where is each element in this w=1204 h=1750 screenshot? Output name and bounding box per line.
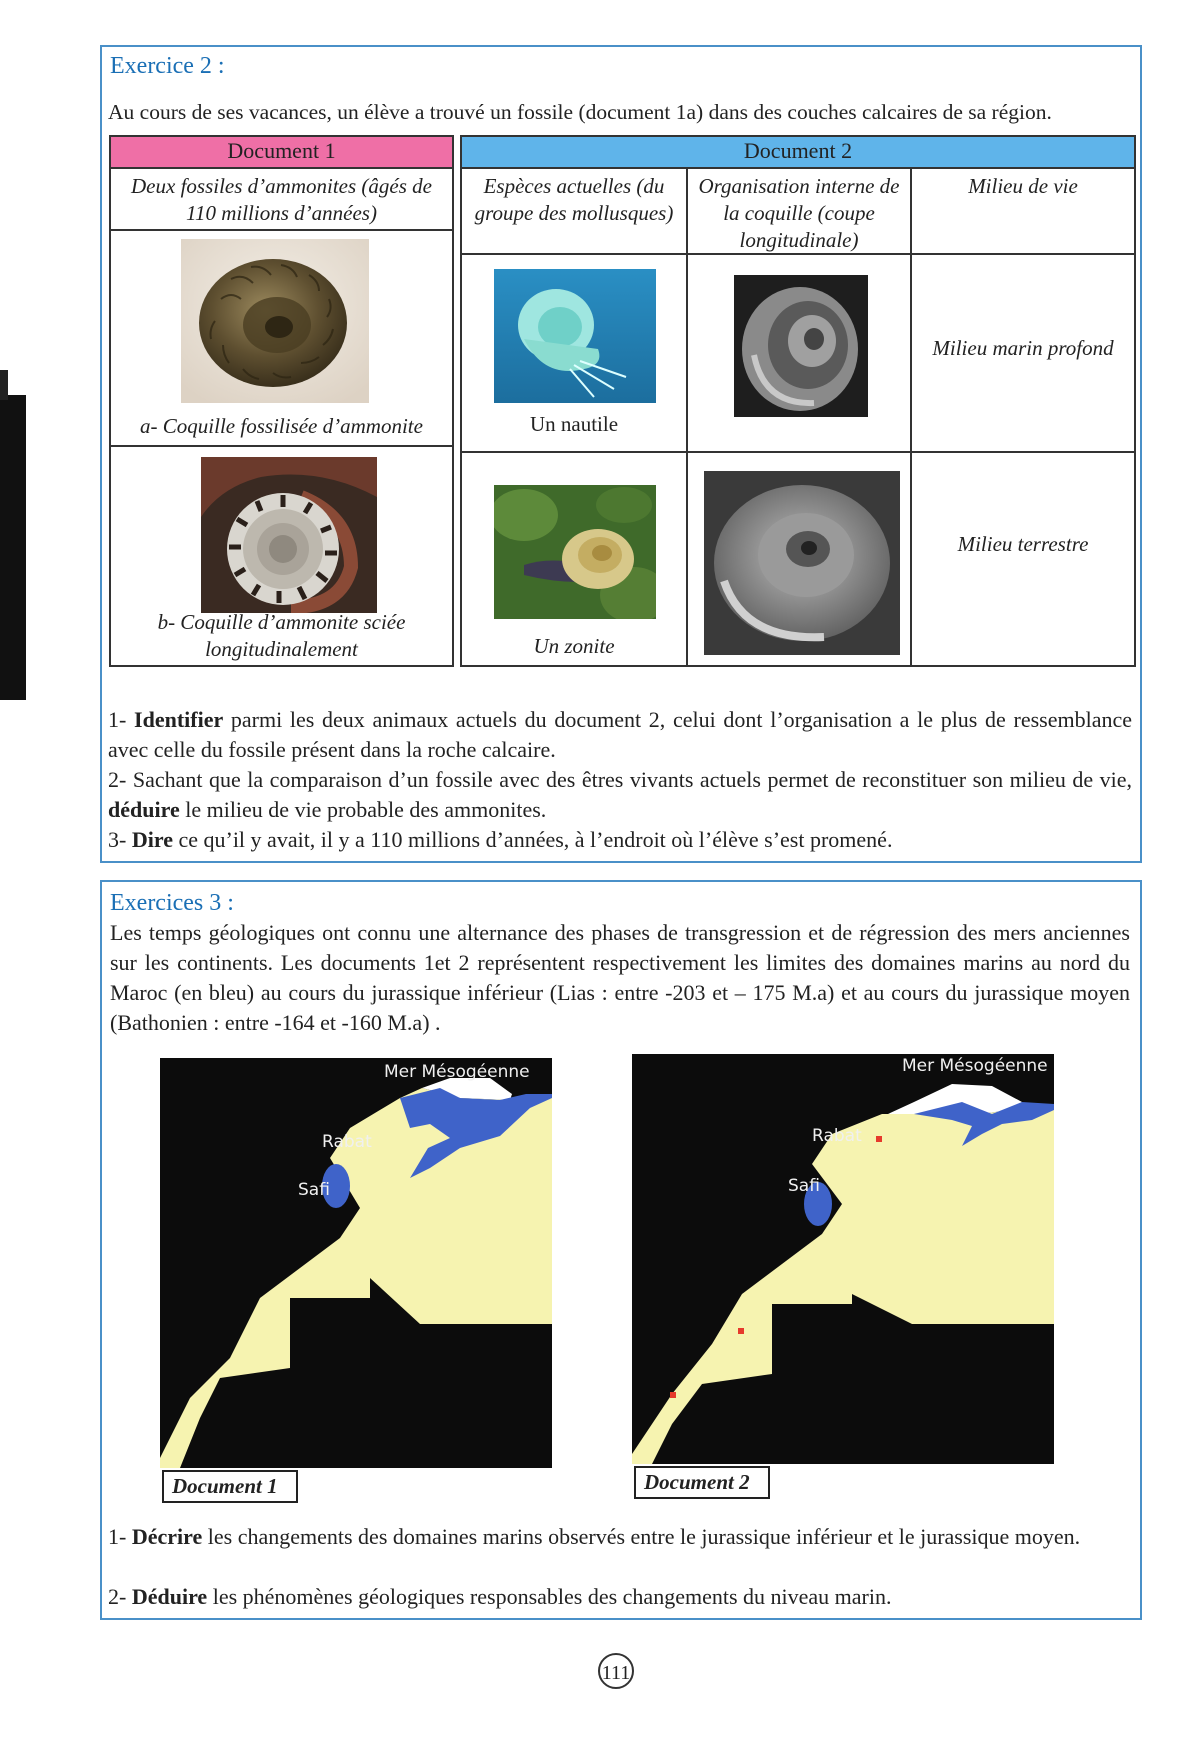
exercise-2-frame (100, 45, 1142, 863)
map2-document-label: Document 2 (634, 1466, 770, 1499)
map1-safi-label: Safi (298, 1180, 330, 1200)
nautilus-cell (460, 253, 688, 453)
ex3-question-2: 2- Déduire les phénomènes géologiques responsables des changements du niveau marin. (108, 1584, 892, 1609)
page-number: 111 (598, 1653, 634, 1689)
map2-safi-label: Safi (788, 1176, 820, 1196)
map-2-drawing (632, 1054, 1054, 1464)
nautilus-section-image (734, 275, 868, 417)
doc1-cell-a (109, 229, 454, 447)
ex3-question-1: 1- Décrire les changements des domaines marins observés entre le jurassique inférieur et le jurassique moyen. (108, 1524, 1081, 1549)
nautilus-image (494, 269, 656, 403)
caption-a: a- Coquille fossilisée d’ammonite (140, 414, 423, 438)
ex2-question-2: 2- Sachant que la comparaison d’un fossile avec des êtres vivants actuels permet de reconstituer son milieu de vie, déduire le milieu de vie probable des ammonites. (108, 767, 1133, 822)
binding-shadow-top (0, 370, 8, 400)
habitat-terrestrial: Milieu terrestre (910, 451, 1136, 667)
map-document-2 (632, 1054, 1054, 1464)
doc1-header: Document 1 (109, 135, 454, 169)
doc2-col-species: Espèces actuelles (du groupe des mollusques) (460, 167, 688, 255)
doc2-col-habitat: Milieu de vie (910, 167, 1136, 255)
zonite-section-image (704, 471, 900, 655)
doc1-subtitle: Deux fossiles d’ammonites (âgés de 110 millions d’années) (109, 167, 454, 231)
exercise-2-intro: Au cours de ses vacances, un élève a trouvé un fossile (document 1a) dans des couches calcaires de sa région. (108, 100, 1052, 124)
ex2-question-1: 1- Identifier parmi les deux animaux actuels du document 2, celui dont l’organisation a le plus de ressemblance avec celle du fossile présent dans la roche calcaire. (108, 707, 1132, 762)
zonite-label: Un zonite (533, 634, 615, 658)
doc2-col-organisation: Organisation interne de la coquille (coupe longitudinale) (686, 167, 912, 255)
zonite-cell (460, 451, 688, 667)
exercise-3-frame (100, 880, 1142, 1620)
map-document-1 (160, 1058, 552, 1468)
zonite-snail-image (494, 485, 656, 619)
binding-shadow (0, 395, 26, 700)
exercise-3-intro: Les temps géologiques ont connu une alternance des phases de transgression et de régression des mers anciennes sur les continents. Les documents 1et 2 représentent respectivement les limites des domaines marins au nord du Maroc (en bleu) au cours du jurassique inférieur (Lias : entre -203 et – 175 M.a) et au cours du jurassique moyen (Bathonien : entre -164 et -160 M.a) . (110, 920, 1130, 1035)
habitat-marine: Milieu marin profond (910, 253, 1136, 453)
map-1-drawing (160, 1058, 552, 1468)
caption-b: b- Coquille d’ammonite sciée longitudinalement (157, 610, 406, 661)
ammonite-fossil-image (181, 239, 369, 403)
doc1-cell-b (109, 445, 454, 667)
map1-rabat-label: Rabat (322, 1132, 372, 1152)
ex2-question-3: 3- Dire ce qu’il y avait, il y a 110 millions d’années, à l’endroit où l’élève s’est promené. (108, 827, 893, 852)
exercise-2-title: Exercice 2 : (110, 53, 225, 79)
map2-rabat-label: Rabat (812, 1126, 862, 1146)
map1-sea-label: Mer Mésogéenne (384, 1062, 530, 1082)
exercise-3-title: Exercices 3 : (110, 890, 234, 916)
nautilus-section-cell (686, 253, 912, 453)
nautilus-label: Un nautile (529, 412, 619, 436)
map1-document-label: Document 1 (162, 1470, 298, 1503)
zonite-section-cell (686, 451, 912, 667)
doc2-header: Document 2 (460, 135, 1136, 169)
ammonite-section-image (201, 457, 377, 613)
map2-sea-label: Mer Mésogéenne (902, 1056, 1048, 1076)
